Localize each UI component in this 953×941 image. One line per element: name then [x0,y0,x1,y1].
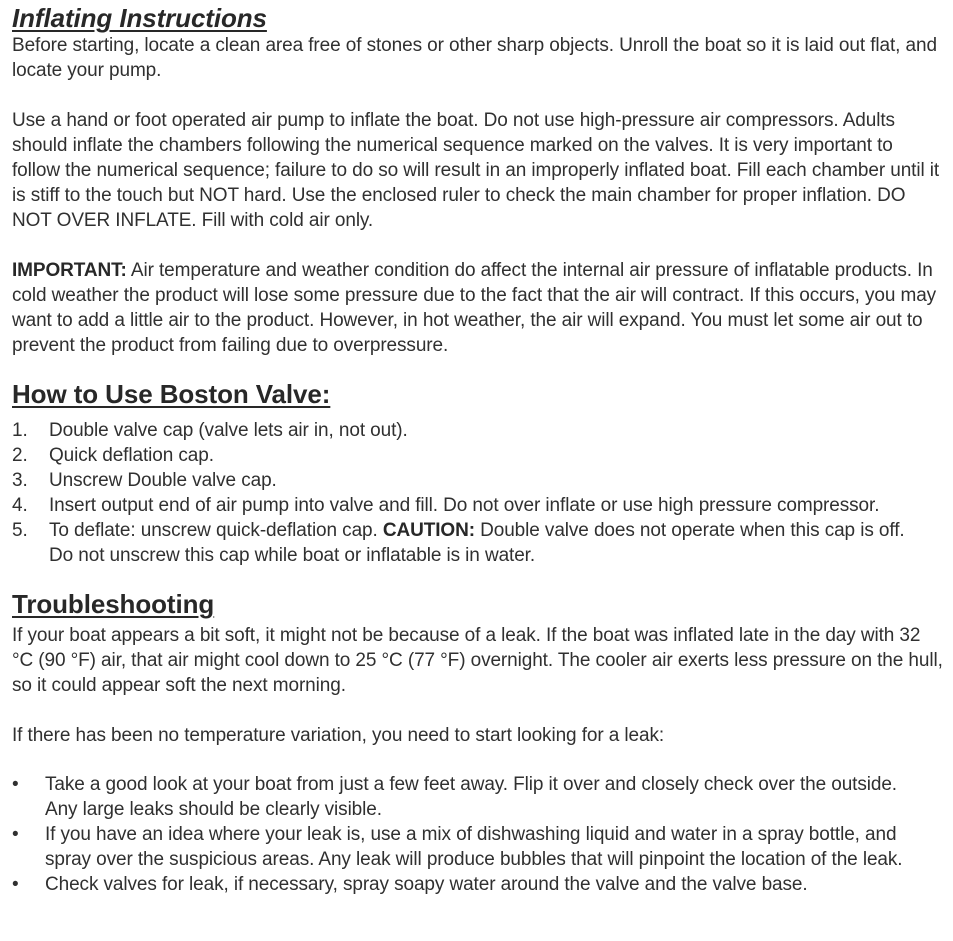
troubleshooting-paragraph-2: If there has been no temperature variation, you need to start looking for a leak: [12,725,665,746]
document-page [12,3,944,897]
step-text: To deflate: unscrew quick-deflation cap. [49,520,383,541]
step-text: Double valve cap (valve lets air in, not out). [49,420,408,441]
boston-valve-step-3 [49,468,914,493]
section-boston-valve [12,379,944,568]
boston-valve-steps [12,418,914,568]
boston-valve-step-1 [49,418,914,443]
inflating-paragraph-1: Before starting, locate a clean area free of stones or other sharp objects. Unroll the boat so it is laid out flat, and locate your pump. [12,35,937,81]
step-text: Unscrew Double valve cap. [49,470,277,491]
important-paragraph [12,258,944,358]
troubleshooting-paragraph-1: If your boat appears a bit soft, it might not be because of a leak. If the boat was inflated late in the day with 32 °C (90 °F) air, that air might cool down to 25 °C (77 °F) overnight. The cooler air exerts less pressure on the hull, so it could appear soft the next morning. [12,625,943,696]
leak-check-item-2: • If you have an idea where your leak is, use a mix of dishwashing liquid and water in a spray bottle, and spray over the suspicious areas. Any leak will produce bubbles that will pinpoint the location of the leak. [45,822,919,872]
leak-check-item-3: • Check valves for leak, if necessary, spray soapy water around the valve and the valve base. [45,872,919,897]
boston-valve-step-4 [49,493,914,518]
important-label: IMPORTANT: [12,260,127,281]
inflating-instructions-heading: Inflating Instructions [12,3,267,33]
troubleshooting-heading: Troubleshooting [12,589,215,619]
section-troubleshooting [12,589,944,897]
step-text: Quick deflation cap. [49,445,214,466]
leak-check-list [12,772,919,897]
leak-check-item-1: • Take a good look at your boat from just a few feet away. Flip it over and closely check over the outside. Any large leaks should be clearly visible. [45,772,919,822]
important-text: Air temperature and weather condition do affect the internal air pressure of inflatable products. In cold weather the product will lose some pressure due to the fact that the air will contract. If this occurs, you may want to add a little air to the product. However, in hot weather, the air will expand. You must let some air out to prevent the product from failing due to overpressure. [12,260,937,356]
section-inflating [12,3,944,358]
step-text: Insert output end of air pump into valve and fill. Do not over inflate or use high pressure compressor. [49,495,880,516]
step-text-post: Double valve does not operate when this cap is off. Do not unscrew this cap while boat or inflatable is in water. [49,520,905,566]
boston-valve-step-5 [49,518,914,568]
inflating-paragraph-2: Use a hand or foot operated air pump to inflate the boat. Do not use high-pressure air compressors. Adults should inflate the chambers following the numerical sequence marked on the valves. It is very important to follow the numerical sequence; failure to do so will result in an improperly inflated boat. Fill each chamber until it is stiff to the touch but NOT hard. Use the enclosed ruler to check the main chamber for proper inflation. DO NOT OVER INFLATE. Fill with cold air only. [12,110,940,231]
boston-valve-step-2 [49,443,914,468]
caution-label: CAUTION: [382,520,475,541]
boston-valve-heading: How to Use Boston Valve: [12,379,331,409]
